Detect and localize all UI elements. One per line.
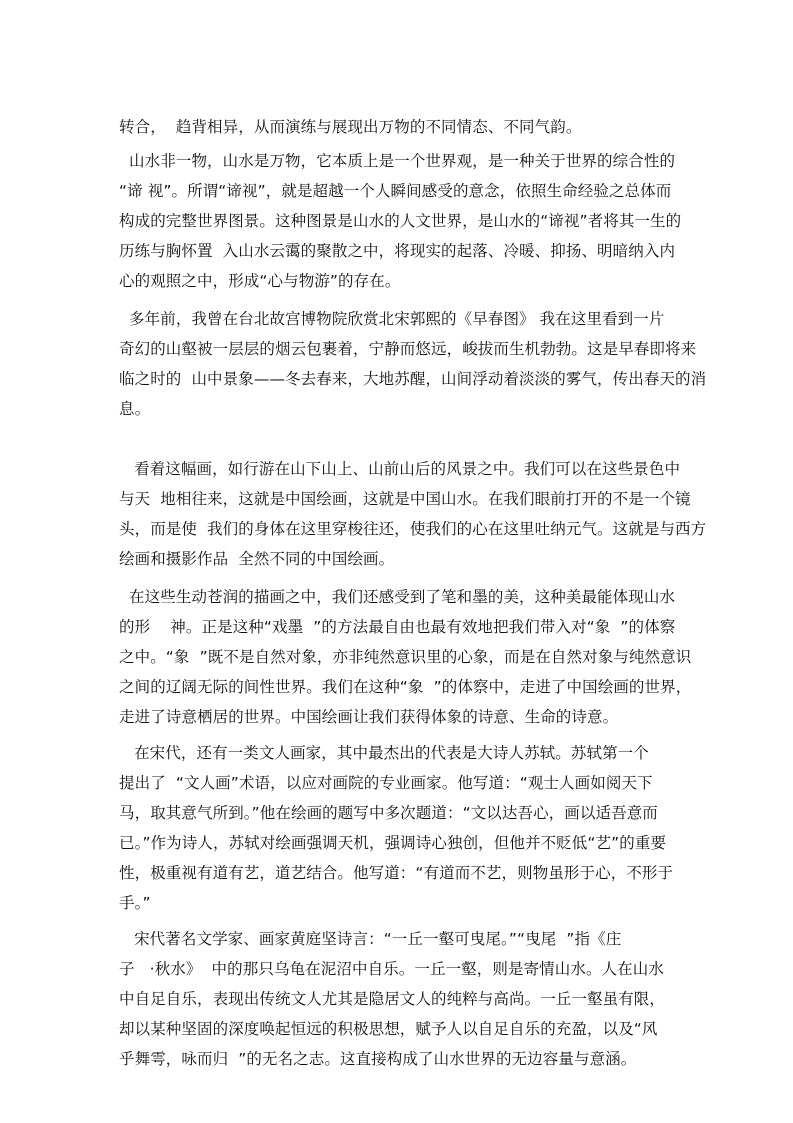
text-line: 在宋代，还有一类文人画家，其中最杰出的代表是大诗人苏轼。苏轼第一个: [119, 744, 649, 762]
text-line: 已。”作为诗人，苏轼对绘画强调天机，强调诗心独创，但他并不贬低“艺”的重要: [119, 834, 667, 852]
text-line: 山水非一物，山水是万物，它本质上是一个世界观，是一种关于世界的综合性的: [119, 152, 676, 170]
text-line: 绘画和摄影作品 全然不同的中国绘画。: [119, 550, 395, 568]
text-line: 构成的完整世界图景。这种图景是山水的人文世界，是山水的“谛视”者将其一生的: [119, 212, 682, 230]
text-line: 转合， 趋背相异，从而演练与展现出万物的不同情态、不同气韵。: [119, 118, 582, 136]
text-line: 息。: [119, 400, 151, 418]
text-line: 历练与胸怀置 入山水云霭的聚散之中，将现实的起落、冷暖、抑扬、明暗纳入内: [119, 242, 676, 260]
text-line: 提出了 “文人画”术语，以应对画院的专业画家。他写道：“观士人画如阅天下: [119, 774, 653, 792]
text-line: 的形 神。正是这种“戏墨 ”的方法最自由也最有效地把我们带入对“象 ”的体察: [119, 618, 676, 636]
text-line: 临之时的 山中景象——冬去春来，大地苏醒，山间浮动着淡淡的雾气，传出春天的消: [119, 370, 707, 388]
text-line: “谛 视”。所谓“谛视”，就是超越一个人瞬间感受的意念，依照生命经验之总体而: [119, 182, 672, 200]
text-line: 看着这幅画，如行游在山下山上、山前山后的风景之中。我们可以在这些景色中: [119, 460, 681, 478]
text-line: 与天 地相往来，这就是中国绘画，这就是中国山水。在我们眼前打开的不是一个镜: [119, 490, 691, 508]
text-line: 手。”: [119, 894, 151, 912]
text-line: 头，而是使 我们的身体在这里穿梭往还，使我们的心在这里吐纳元气。这就是与西方: [119, 520, 707, 538]
text-line: 马，取其意气所到。”他在绘画的题写中多次题道：“文以达吾心，画以适吾意而: [119, 804, 658, 822]
text-line: 性，极重视有道有艺，道艺结合。他写道：“有道而不艺，则物虽形于心，不形于: [119, 864, 674, 882]
text-line: 奇幻的山壑被一层层的烟云包裹着，宁静而悠远，峻拔而生机勃勃。这是早春即将来: [119, 340, 697, 358]
text-line: 乎舞雩，咏而归 ”的无名之志。这直接构成了山水世界的无边容量与意涵。: [119, 1050, 637, 1068]
text-line: 宋代著名文学家、画家黄庭坚诗言：“一丘一壑可曳尾。”“曳尾 ”指《庄: [119, 930, 622, 948]
text-line: 心的观照之中，形成“心与物游”的存在。: [119, 272, 401, 290]
text-line: 中自足自乐，表现出传统文人尤其是隐居文人的纯粹与高尚。一丘一壑虽有限，: [119, 990, 666, 1008]
text-line: 多年前，我曾在台北故宫博物院欣赏北宋郭熙的《早春图》 我在这里看到一片: [119, 310, 665, 328]
text-line: 之中。“象 ”既不是自然对象，亦非纯然意识里的心象，而是在自然对象与纯然意识: [119, 648, 692, 666]
text-line: 子 ·秋水》 中的那只乌龟在泥沼中自乐。一丘一壑，则是寄情山水。人在山水: [119, 960, 664, 978]
text-line: 走进了诗意栖居的世界。中国绘画让我们获得体象的诗意、生命的诗意。: [119, 708, 619, 726]
text-line: 却以某种坚固的深度唤起恒远的积极思想，赋予人以自足自乐的充盈，以及“风: [119, 1020, 658, 1038]
text-line: 在这些生动苍润的描画之中，我们还感受到了笔和墨的美，这种美最能体现山水: [119, 588, 676, 606]
text-line: 之间的辽阔无际的间性世界。我们在这种“象 ”的体察中，走进了中国绘画的世界，: [119, 678, 692, 696]
